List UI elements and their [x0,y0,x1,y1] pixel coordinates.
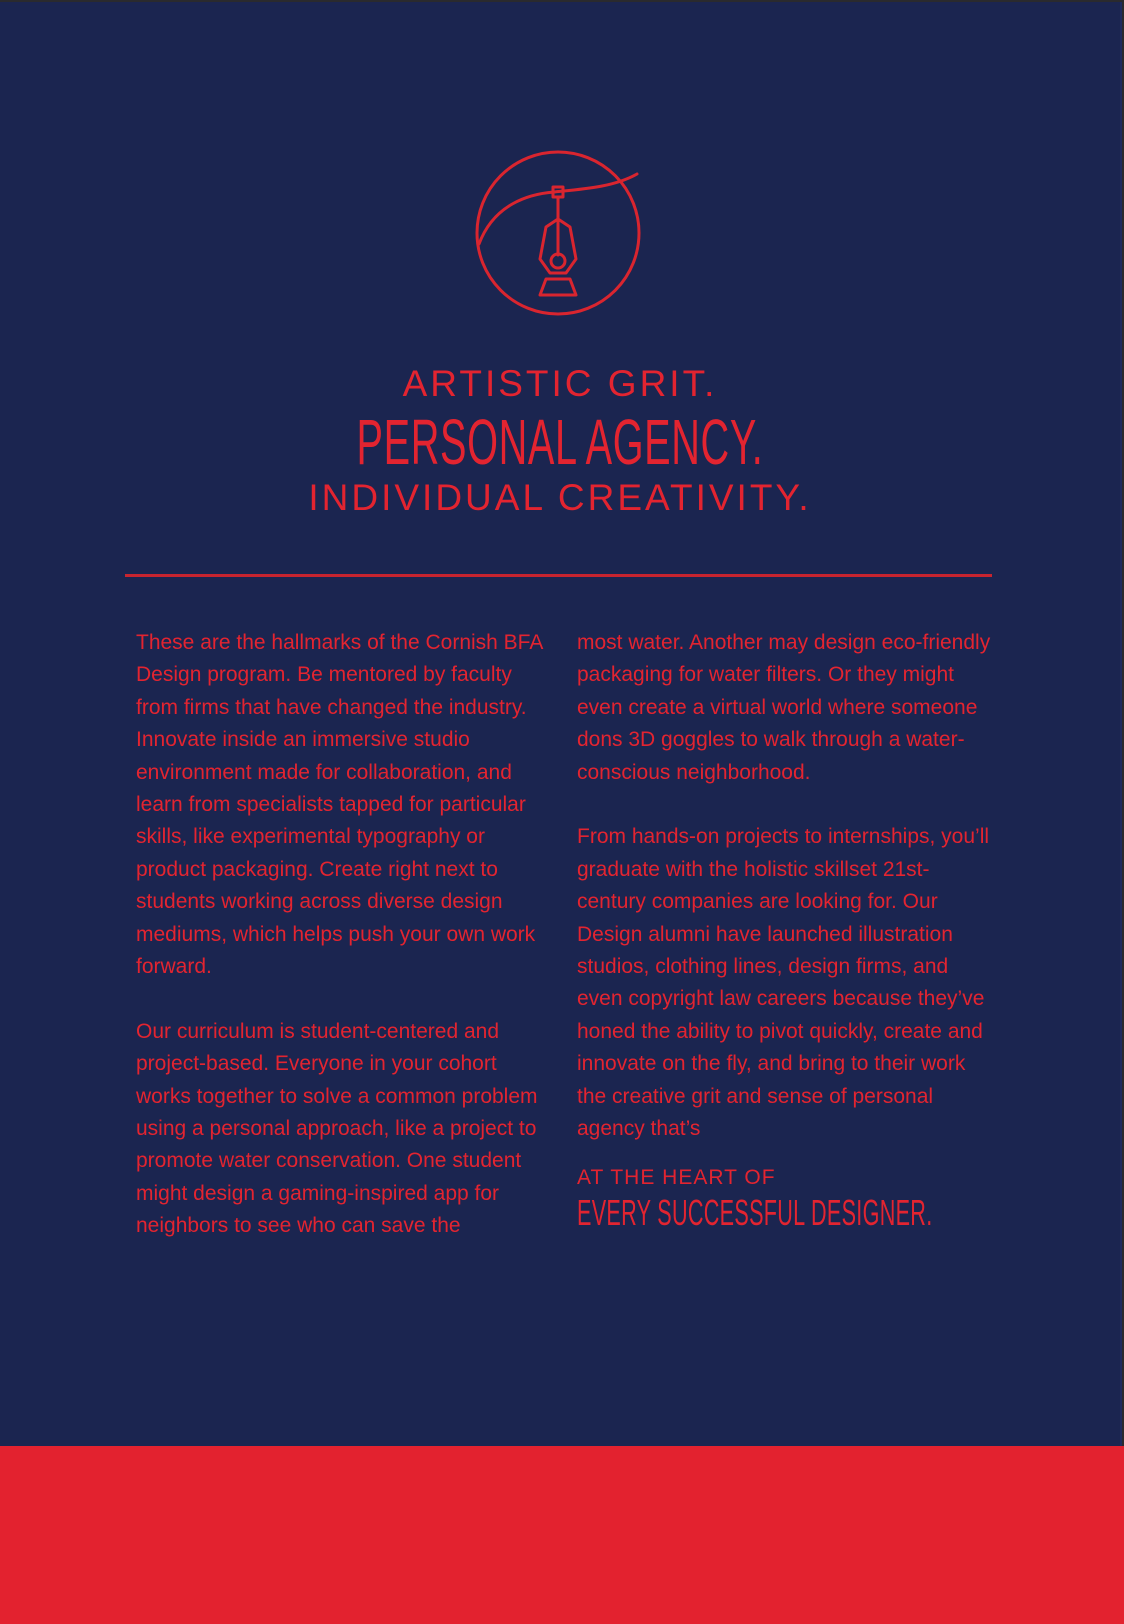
headline [0,360,1120,522]
pen-nib-emblem [474,149,642,317]
body-paragraph-3: most water. Another may design eco-friendly packaging for water filters. Or they might even create a virtual world where someone dons 3D goggles to walk through a water-conscious neighborhood. [577,631,991,784]
divider-rule [125,574,992,577]
closing-kicker-big: EVERY SUCCESSFUL DESIGNER. [577,1192,933,1234]
bottom-color-band [0,1446,1124,1624]
pen-nib-in-circle-icon [474,149,642,317]
body-paragraph-1: These are the hallmarks of the Cornish BFA Design program. Be mentored by faculty from firms that have changed the industry. Innovate inside an immersive studio environment made for collaboration, and learn from specialists tapped for particular skills, like experimental typography or product packaging. Create right next to students working across diverse design mediums, which helps push your own work forward. [136,631,543,979]
page [0,2,1122,1622]
headline-line-personal-agency: PERSONAL AGENCY. [356,406,764,478]
left-text-column [136,627,546,1275]
closing-kicker-small: AT THE HEART OF [577,1166,776,1190]
body-paragraph-4: From hands-on projects to internships, you’ll graduate with the holistic skillset 21st-century companies are looking for. Our Design alumni have launched illustration studios, clothing lines, design firms, and even copyright law careers because they’ve honed the ability to pivot quickly, create and innovate on the fly, and bring to their work the creative grit and sense of personal agency that’s [577,825,990,1141]
body-paragraph-2: Our curriculum is student-centered and project-based. Everyone in your cohort works together to solve a common problem using a personal approach, like a project to promote water conservation. One student might design a gaming-inspired app for neighbors to see who can save the [136,1019,538,1238]
headline-line-artistic-grit: ARTISTIC GRIT. [402,363,718,404]
headline-line-individual-creativity: INDIVIDUAL CREATIVITY. [308,477,812,518]
right-text-column [577,627,997,1233]
